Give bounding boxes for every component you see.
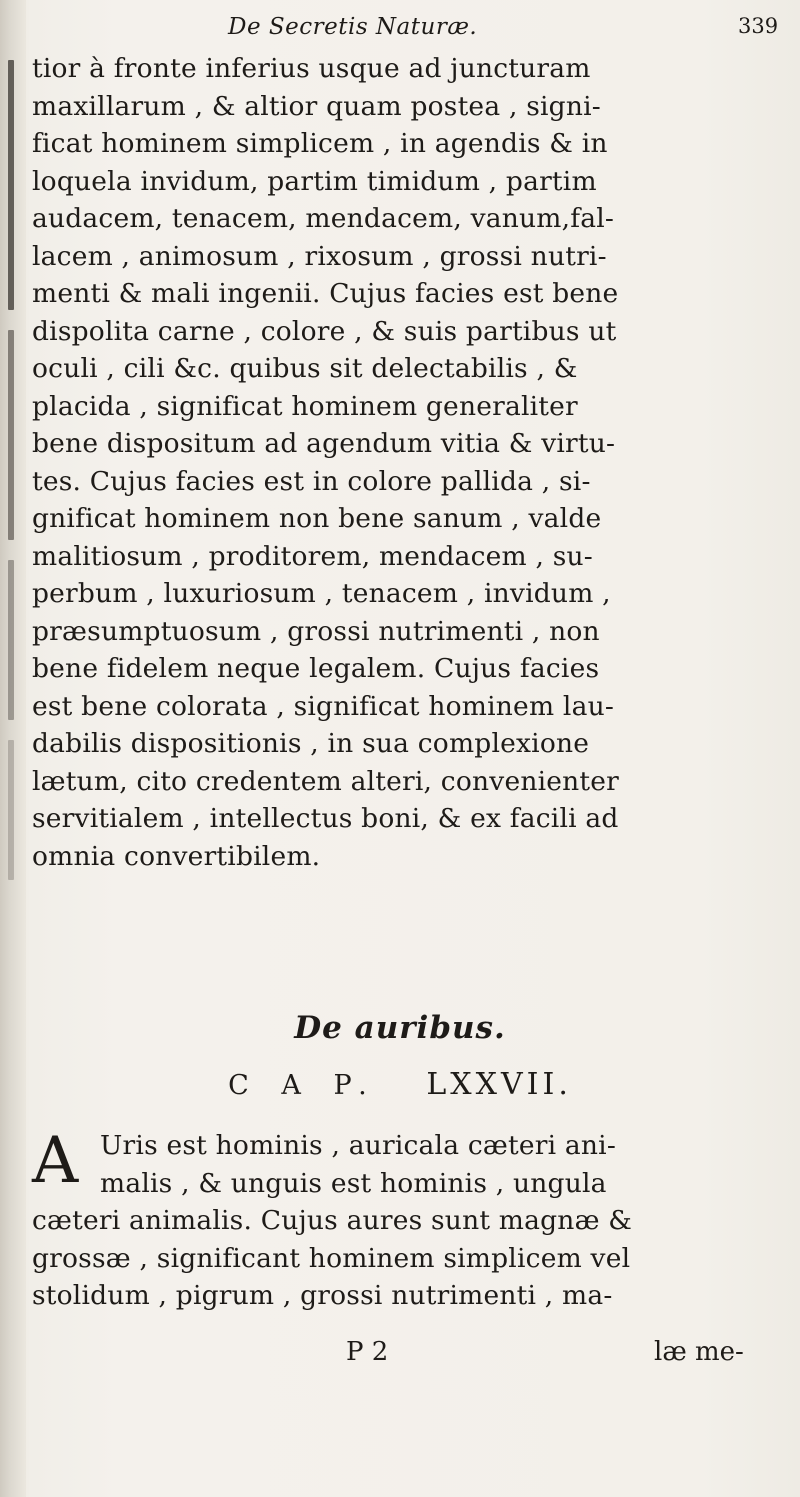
chapter-number: LXXVII. <box>426 1067 572 1102</box>
chapter-label: C A P. <box>228 1070 379 1101</box>
body-paragraph-1 <box>32 50 772 875</box>
text-line: bene dispositum ad agendum vitia & virtu- <box>32 428 616 459</box>
text-line: tes. Cujus facies est in colore pallida , si- <box>32 465 591 497</box>
text-line: cæteri animalis. Cujus aures sunt magnæ & <box>32 1205 633 1236</box>
text-line: est bene colorata , significat hominem lau- <box>32 690 614 722</box>
text-line: loquela invidum, partim timidum , partim <box>32 165 597 197</box>
text-line: gnificat hominem non bene sanum , valde <box>32 503 602 534</box>
section-title: De auribus. <box>294 1010 506 1046</box>
text-line: lacem , animosum , rixosum , grossi nutri- <box>32 240 607 272</box>
body-paragraph-2 <box>32 1124 772 1315</box>
gutter-shadow <box>8 560 14 720</box>
gutter-shadow <box>8 330 14 540</box>
text-line: dispolita carne , colore , & suis partibus ut <box>32 315 617 347</box>
text-line: stolidum , pigrum , grossi nutrimenti , ma- <box>32 1280 613 1311</box>
page-footer <box>0 1337 800 1377</box>
signature-mark: P 2 <box>346 1337 389 1367</box>
text-line: perbum , luxuriosum , tenacem , invidum , <box>32 578 611 609</box>
text-line-content: Uris est hominis , auricala cæteri ani- <box>100 1130 616 1161</box>
drop-cap: A <box>32 1124 79 1198</box>
text-line: tior à fronte inferius usque ad juncturam <box>32 53 591 84</box>
page-number: 339 <box>738 14 779 38</box>
running-title: De Secretis Naturæ. <box>228 14 478 40</box>
text-line: placida , significat hominem generaliter <box>32 390 578 422</box>
catchword: læ me- <box>654 1337 744 1367</box>
text-line: dabilis dispositionis , in sua complexione <box>32 728 590 759</box>
page-header <box>0 10 800 46</box>
text-line: oculi , cili &c. quibus sit delectabilis , & <box>32 353 578 384</box>
text-line: audacem, tenacem, mendacem, vanum,fal- <box>32 203 615 234</box>
text-line: lætum, cito credentem alteri, convenienter <box>32 765 620 797</box>
text-line: omnia convertibilem. <box>32 840 321 872</box>
gutter-shadow <box>8 60 14 310</box>
text-line: maxillarum , & altior quam postea , signi- <box>32 90 601 122</box>
text-line: malis , & unguis est hominis , ungula <box>100 1167 607 1199</box>
text-line: menti & mali ingenii. Cujus facies est bene <box>32 278 619 309</box>
text-line: servitialem , intellectus boni, & ex facili ad <box>32 803 619 834</box>
text-line: bene fidelem neque legalem. Cujus facies <box>32 653 600 684</box>
text-line: ficat hominem simplicem , in agendis & in <box>32 128 608 159</box>
page-gutter <box>0 0 26 1497</box>
chapter-heading <box>0 1067 800 1102</box>
text-line: præsumptuosum , grossi nutrimenti , non <box>32 615 600 647</box>
text-line: malitiosum , proditorem, mendacem , su- <box>32 540 593 572</box>
gutter-shadow <box>8 740 14 880</box>
text-line: grossæ , significant hominem simplicem vel <box>32 1242 631 1274</box>
